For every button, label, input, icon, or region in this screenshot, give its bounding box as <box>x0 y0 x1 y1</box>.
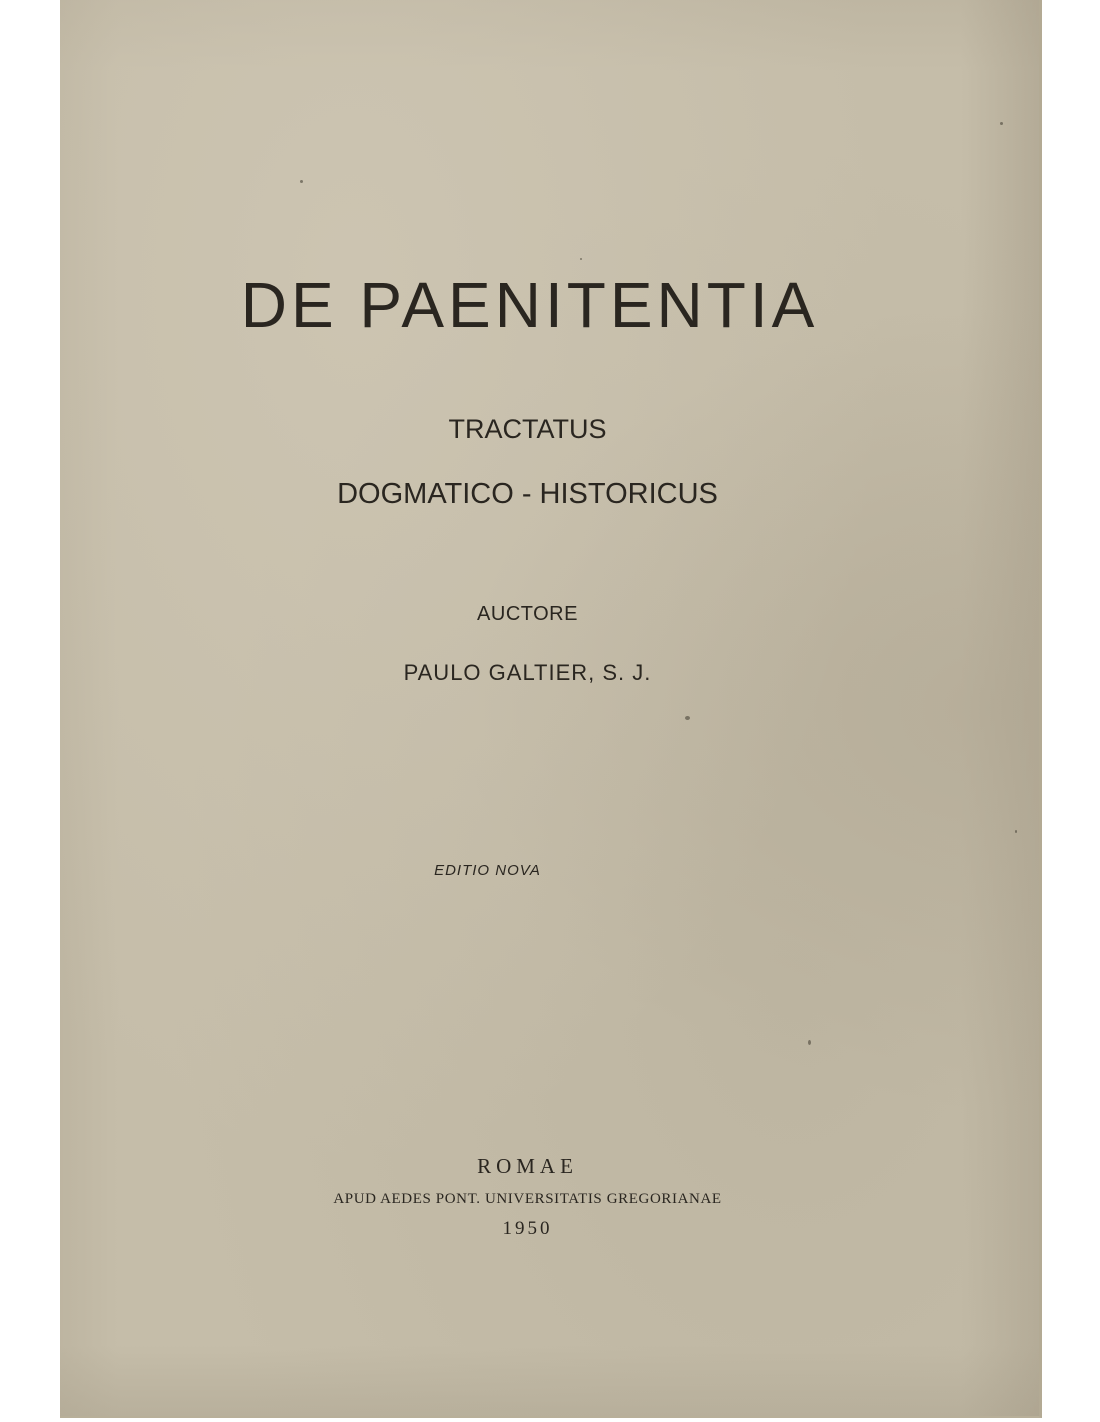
paper-speck <box>808 1040 811 1045</box>
book-cover <box>60 0 1042 1418</box>
book-title: DE PAENITENTIA <box>240 269 819 341</box>
paper-speck <box>685 716 690 720</box>
subtitle-line-2: DOGMATICO - HISTORICUS <box>337 478 718 510</box>
publication-year: 1950 <box>502 1218 553 1239</box>
paper-speck <box>300 180 303 183</box>
edition-label: EDITIO NOVA <box>434 862 541 879</box>
publisher: APUD AEDES PONT. UNIVERSITATIS GREGORIANAE <box>333 1191 722 1207</box>
paper-speck <box>1000 122 1003 125</box>
publication-place: ROMAE <box>477 1154 578 1178</box>
author-name: PAULO GALTIER, S. J. <box>403 660 652 685</box>
subtitle-line-1: TRACTATUS <box>448 414 607 444</box>
paper-speck <box>1015 830 1017 833</box>
paper-speck <box>580 258 582 260</box>
author-label: AUCTORE <box>477 603 578 625</box>
